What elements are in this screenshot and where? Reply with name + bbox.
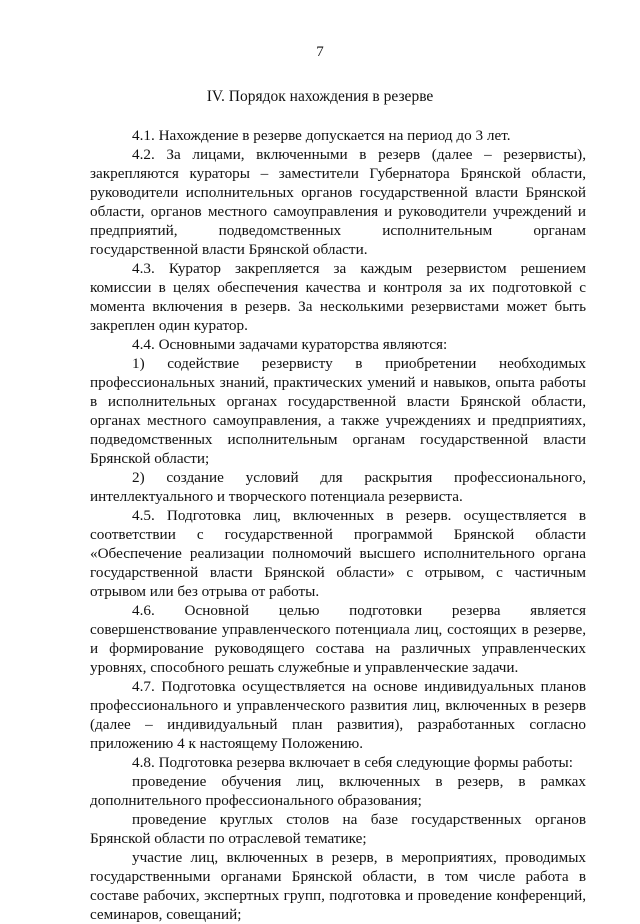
- list-item-1: 1) содействие резервисту в приобретении необходимых профессиональных знаний, практических умений и навыков, опыта работы в исполнительных органах государственной власти Брянской области, органах местного самоуправления, а также учреждениях и предприятиях, подведомственных исполнительным органам государственной власти Брянской области;: [90, 355, 586, 467]
- section-heading: IV. Порядок нахождения в резерве: [206, 88, 434, 105]
- paragraph-4-4: 4.4. Основными задачами кураторства являются:: [132, 336, 448, 353]
- list-item-2: 2) создание условий для раскрытия профессионального, интеллектуального и творческого потенциала резервиста.: [90, 469, 586, 505]
- work-form-item-2: проведение круглых столов на базе государственных органов Брянской области по отраслевой тематике;: [90, 811, 586, 847]
- body-text: [90, 126, 586, 924]
- work-form-item-3: участие лиц, включенных в резерв, в мероприятиях, проводимых государственными органами Брянской области, в том числе работа в составе рабочих, экспертных групп, подготовка и проведение конференций, семинаров, совещаний;: [90, 849, 586, 923]
- paragraph-4-1: 4.1. Нахождение в резерве допускается на период до 3 лет.: [132, 127, 511, 144]
- paragraph-4-2: 4.2. За лицами, включенными в резерв (далее – резервисты), закрепляются кураторы – заместители Губернатора Брянской области, руководители исполнительных органов государственной власти Брянской области, органов местного самоуправления и руководители учреждений и предприятий, подведомственных исполнительным органам государственной власти Брянской области.: [90, 146, 586, 258]
- paragraph-4-7: 4.7. Подготовка осуществляется на основе индивидуальных планов профессионального и управленческого развития лиц, включенных в резерв (далее – индивидуальный план развития), разработанных согласно приложению 4 к настоящему Положению.: [90, 678, 586, 752]
- page-number: 7: [316, 44, 324, 60]
- paragraph-4-8: 4.8. Подготовка резерва включает в себя следующие формы работы:: [132, 754, 573, 771]
- paragraph-4-6: 4.6. Основной целью подготовки резерва является совершенствование управленческого потенциала лиц, состоящих в резерве, и формирование руководящего состава на различных управленческих уровнях, способного решать служебные и управленческие задачи.: [90, 602, 586, 676]
- work-form-item-1: проведение обучения лиц, включенных в резерв, в рамках дополнительного профессионального образования;: [90, 773, 586, 809]
- paragraph-4-5: 4.5. Подготовка лиц, включенных в резерв. осуществляется в соответствии с государственной программой Брянской области «Обеспечение реализации полномочий высшего исполнительного органа государственной власти Брянской области» с отрывом, с частичным отрывом или без отрыва от работы.: [90, 507, 586, 600]
- paragraph-4-3: 4.3. Куратор закрепляется за каждым резервистом решением комиссии в целях обеспечения качества и контроля за их подготовкой с момента включения в резерв. За несколькими резервистами может быть закреплен один куратор.: [90, 260, 586, 334]
